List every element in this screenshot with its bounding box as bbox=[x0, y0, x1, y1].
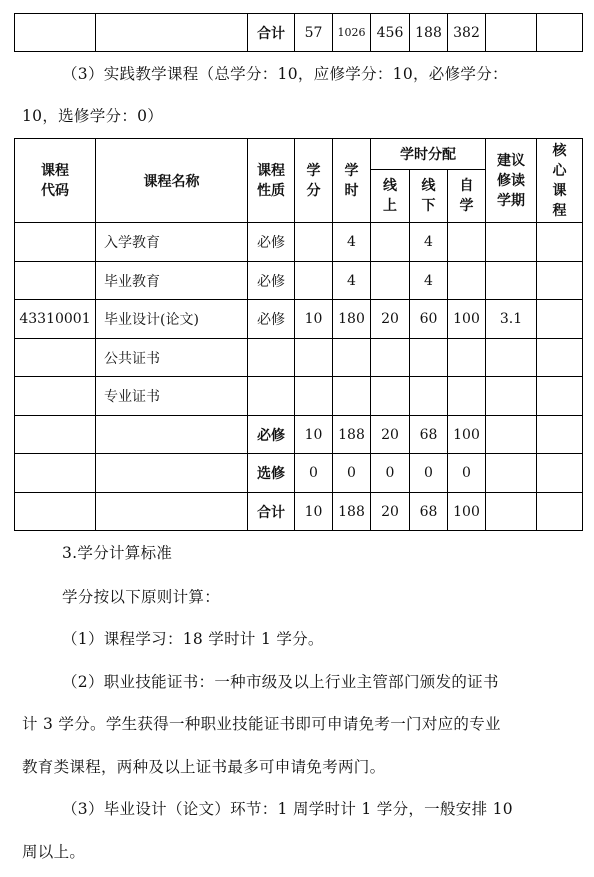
summary-label: 必修 bbox=[248, 416, 295, 454]
self-hours: 100 bbox=[448, 300, 486, 339]
course-nature bbox=[248, 377, 295, 416]
core bbox=[537, 377, 583, 416]
section-title: 3.学分计算标准 bbox=[62, 544, 173, 562]
credit bbox=[295, 223, 333, 262]
cell: 1026 bbox=[333, 14, 371, 52]
practice-course-table bbox=[14, 138, 583, 531]
header-course-nature: 课程性质 bbox=[248, 139, 295, 223]
course-nature: 必修 bbox=[248, 300, 295, 339]
online-hours bbox=[371, 223, 410, 262]
rule-2-line2: 计 3 学分。学生获得一种职业技能证书即可申请免考一门对应的专业 bbox=[22, 715, 501, 733]
self-hours bbox=[448, 223, 486, 262]
course-name: 专业证书 bbox=[96, 377, 248, 416]
self-hours: 0 bbox=[448, 454, 486, 493]
rule-1: （1）课程学习：18 学时计 1 学分。 bbox=[62, 630, 324, 648]
summary-row bbox=[15, 416, 583, 454]
self-hours: 100 bbox=[448, 416, 486, 454]
credit bbox=[295, 262, 333, 300]
hours: 0 bbox=[333, 454, 371, 493]
total-label: 合计 bbox=[248, 14, 295, 52]
header-hours: 学时 bbox=[333, 139, 371, 223]
cell bbox=[15, 416, 96, 454]
cell bbox=[96, 493, 248, 531]
credit: 10 bbox=[295, 416, 333, 454]
offline-hours bbox=[410, 339, 448, 377]
practice-intro-line1: （3）实践教学课程（总学分：10，应修学分：10，必修学分： bbox=[62, 65, 508, 83]
core bbox=[537, 223, 583, 262]
self-hours: 100 bbox=[448, 493, 486, 531]
hours bbox=[333, 377, 371, 416]
core bbox=[537, 339, 583, 377]
cell bbox=[537, 416, 583, 454]
cell bbox=[96, 454, 248, 493]
header-core-course: 核心课程 bbox=[537, 139, 583, 223]
header-course-code: 课程代码 bbox=[15, 139, 96, 223]
header-online: 线上 bbox=[371, 170, 410, 223]
online-hours: 20 bbox=[371, 493, 410, 531]
table-row bbox=[15, 14, 583, 52]
cell bbox=[486, 493, 537, 531]
header-self-study: 自学 bbox=[448, 170, 486, 223]
hours bbox=[333, 339, 371, 377]
core bbox=[537, 262, 583, 300]
offline-hours: 68 bbox=[410, 416, 448, 454]
rule-2-line1: （2）职业技能证书：一种市级及以上行业主管部门颁发的证书 bbox=[62, 673, 499, 691]
hours: 188 bbox=[333, 493, 371, 531]
self-hours bbox=[448, 339, 486, 377]
header-hours-distribution: 学时分配 bbox=[371, 139, 486, 170]
table-row bbox=[15, 300, 583, 339]
credit: 10 bbox=[295, 493, 333, 531]
semester bbox=[486, 377, 537, 416]
semester bbox=[486, 339, 537, 377]
principle-text: 学分按以下原则计算： bbox=[62, 588, 221, 606]
summary-row bbox=[15, 493, 583, 531]
practice-intro-line2: 10，选修学分：0） bbox=[22, 107, 164, 125]
credit bbox=[295, 377, 333, 416]
cell: 382 bbox=[448, 14, 486, 52]
course-code bbox=[15, 377, 96, 416]
summary-label: 选修 bbox=[248, 454, 295, 493]
offline-hours: 4 bbox=[410, 262, 448, 300]
header-offline: 线下 bbox=[410, 170, 448, 223]
hours: 188 bbox=[333, 416, 371, 454]
online-hours: 0 bbox=[371, 454, 410, 493]
course-code bbox=[15, 339, 96, 377]
summary-label: 合计 bbox=[248, 493, 295, 531]
cell bbox=[15, 14, 96, 52]
cell bbox=[486, 416, 537, 454]
course-code: 43310001 bbox=[15, 300, 96, 339]
cell bbox=[486, 14, 537, 52]
course-name: 毕业设计(论文) bbox=[96, 300, 248, 339]
header-suggested-semester: 建议修读学期 bbox=[486, 139, 537, 223]
table-row bbox=[15, 377, 583, 416]
credit: 10 bbox=[295, 300, 333, 339]
course-code bbox=[15, 262, 96, 300]
offline-hours bbox=[410, 377, 448, 416]
course-nature bbox=[248, 339, 295, 377]
table-row bbox=[15, 262, 583, 300]
offline-hours: 60 bbox=[410, 300, 448, 339]
online-hours: 20 bbox=[371, 416, 410, 454]
self-hours bbox=[448, 262, 486, 300]
course-name: 入学教育 bbox=[96, 223, 248, 262]
hours: 180 bbox=[333, 300, 371, 339]
semester: 3.1 bbox=[486, 300, 537, 339]
online-hours: 20 bbox=[371, 300, 410, 339]
offline-hours: 4 bbox=[410, 223, 448, 262]
cell: 188 bbox=[410, 14, 448, 52]
self-hours bbox=[448, 377, 486, 416]
cell bbox=[537, 454, 583, 493]
cell bbox=[15, 454, 96, 493]
header-credit: 学分 bbox=[295, 139, 333, 223]
previous-table-total-row bbox=[14, 13, 583, 52]
cell bbox=[486, 454, 537, 493]
cell bbox=[96, 416, 248, 454]
rule-3-line2: 周以上。 bbox=[22, 843, 86, 861]
cell bbox=[96, 14, 248, 52]
online-hours bbox=[371, 262, 410, 300]
course-nature: 必修 bbox=[248, 223, 295, 262]
cell bbox=[15, 493, 96, 531]
course-code bbox=[15, 223, 96, 262]
cell bbox=[537, 14, 583, 52]
rule-3-line1: （3）毕业设计（论文）环节：1 周学时计 1 学分，一般安排 10 bbox=[62, 800, 513, 818]
header-row bbox=[15, 139, 583, 170]
credit: 0 bbox=[295, 454, 333, 493]
course-name: 毕业教育 bbox=[96, 262, 248, 300]
credit bbox=[295, 339, 333, 377]
online-hours bbox=[371, 377, 410, 416]
hours: 4 bbox=[333, 262, 371, 300]
rule-2-line3: 教育类课程，两种及以上证书最多可申请免考两门。 bbox=[22, 758, 386, 776]
table-row bbox=[15, 339, 583, 377]
offline-hours: 68 bbox=[410, 493, 448, 531]
core bbox=[537, 300, 583, 339]
course-nature: 必修 bbox=[248, 262, 295, 300]
offline-hours: 0 bbox=[410, 454, 448, 493]
semester bbox=[486, 262, 537, 300]
cell: 456 bbox=[371, 14, 410, 52]
hours: 4 bbox=[333, 223, 371, 262]
course-name: 公共证书 bbox=[96, 339, 248, 377]
semester bbox=[486, 223, 537, 262]
header-course-name: 课程名称 bbox=[96, 139, 248, 223]
table-row bbox=[15, 223, 583, 262]
cell bbox=[537, 493, 583, 531]
summary-row bbox=[15, 454, 583, 493]
cell: 57 bbox=[295, 14, 333, 52]
online-hours bbox=[371, 339, 410, 377]
